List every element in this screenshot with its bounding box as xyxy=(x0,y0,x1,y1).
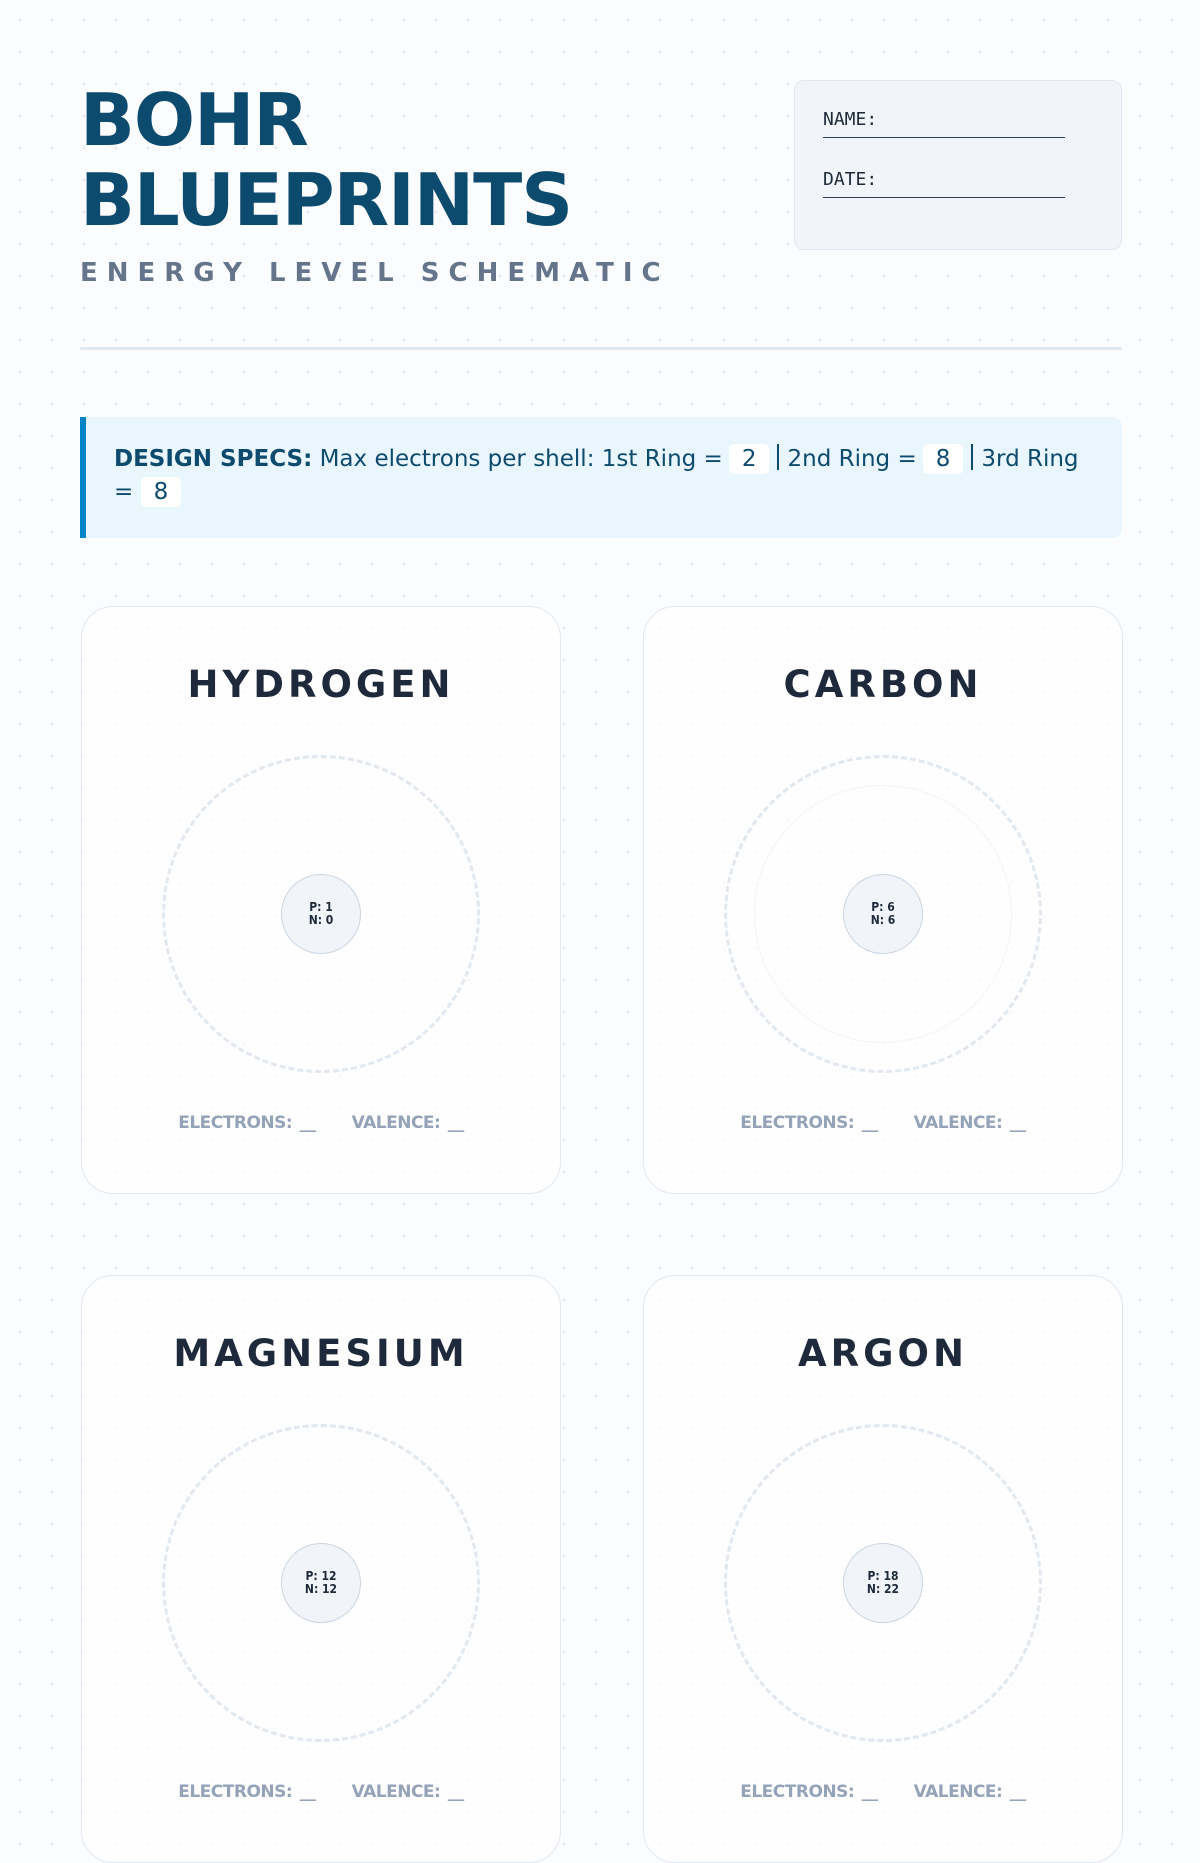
card-footer xyxy=(644,1782,1122,1802)
element-name: ARGON xyxy=(798,1332,968,1375)
name-label: NAME: xyxy=(823,109,878,130)
electrons-label: ELECTRONS: __ xyxy=(178,1113,316,1133)
neutron-count: N: 22 xyxy=(866,1582,900,1596)
neutron-count: N: 12 xyxy=(304,1582,338,1596)
element-card-argon xyxy=(643,1275,1123,1863)
valence-label: VALENCE: __ xyxy=(351,1113,464,1133)
proton-count: P: 1 xyxy=(309,900,333,914)
nucleus xyxy=(281,1543,361,1623)
ring1-value: 2 xyxy=(729,444,770,474)
specs-intro: Max electrons per shell: 1st Ring = xyxy=(319,446,723,472)
design-specs-callout xyxy=(80,417,1122,538)
ring2-label: 2nd Ring = xyxy=(787,446,917,472)
header-divider xyxy=(80,347,1122,350)
ring2-value: 8 xyxy=(923,444,964,474)
ring3-label: 3rd Ring = xyxy=(114,446,1079,505)
title-line-1: BOHR xyxy=(80,78,308,162)
specs-separator xyxy=(777,444,779,470)
nucleus xyxy=(843,1543,923,1623)
date-field[interactable] xyxy=(823,197,1065,198)
electrons-label: ELECTRONS: __ xyxy=(178,1782,316,1802)
ring3-value: 8 xyxy=(141,477,182,507)
page-title xyxy=(80,80,572,240)
specs-separator xyxy=(971,444,973,470)
proton-count: P: 18 xyxy=(867,1569,899,1583)
nucleus xyxy=(843,874,923,954)
valence-label: VALENCE: __ xyxy=(913,1782,1026,1802)
element-name: CARBON xyxy=(783,663,983,706)
name-field[interactable] xyxy=(823,137,1065,138)
proton-count: P: 12 xyxy=(305,1569,337,1583)
neutron-count: N: 0 xyxy=(308,913,334,927)
element-card-magnesium xyxy=(81,1275,561,1863)
title-line-2: BLUEPRINTS xyxy=(80,158,573,242)
card-footer xyxy=(82,1782,560,1802)
proton-count: P: 6 xyxy=(871,900,895,914)
card-footer xyxy=(644,1113,1122,1133)
student-info-box xyxy=(794,80,1122,250)
card-footer xyxy=(82,1113,560,1133)
valence-label: VALENCE: __ xyxy=(913,1113,1026,1133)
electrons-label: ELECTRONS: __ xyxy=(740,1782,878,1802)
element-card-carbon xyxy=(643,606,1123,1194)
element-card-hydrogen xyxy=(81,606,561,1194)
date-label: DATE: xyxy=(823,169,878,190)
page-subtitle: ENERGY LEVEL SCHEMATIC xyxy=(80,258,670,288)
element-name: MAGNESIUM xyxy=(173,1332,469,1375)
element-name: HYDROGEN xyxy=(187,663,455,706)
specs-heading: DESIGN SPECS: xyxy=(114,446,313,472)
valence-label: VALENCE: __ xyxy=(351,1782,464,1802)
electrons-label: ELECTRONS: __ xyxy=(740,1113,878,1133)
nucleus xyxy=(281,874,361,954)
neutron-count: N: 6 xyxy=(870,913,896,927)
